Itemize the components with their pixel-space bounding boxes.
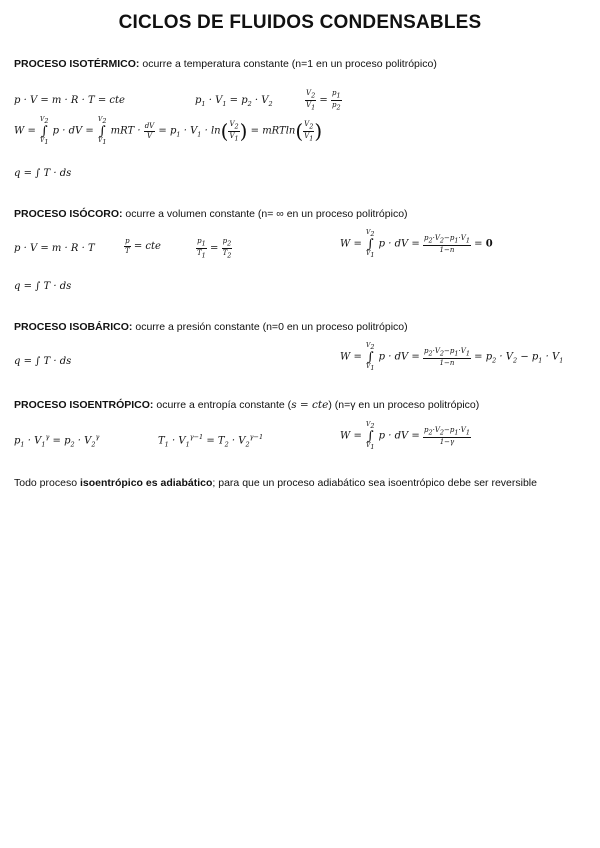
section-isotermico-label: PROCESO ISOTÉRMICO: [14, 58, 140, 70]
section-isocoro-heading [14, 208, 408, 220]
eq-ideal-gas-isothermal: p · V = m · R · T = cte [14, 95, 125, 106]
eq-heat-isobaric: q = ∫ T · ds [14, 356, 72, 367]
section-isoentropico-text-after: ) (n=γ en un proceso politrópico) [328, 399, 480, 411]
note-bold: isoentrópico es adiabático [79, 477, 213, 489]
section-isobarico-text: ocurre a presión constante (n=0 en un proceso politrópico) [132, 321, 408, 333]
eq-work-isobaric: W = $V_2$ ∫ $V_1$ p · dV = $\frac{p_2\cdot V_2-p_1\cdot V_1}{1-n}$ = $p_2 \cdot V_2 - p_1 \cdot V_1$ [340, 342, 564, 372]
section-isocoro-text: ocurre a volumen constante (n= ∞ en un proceso politrópico) [122, 208, 408, 220]
section-isoentropico-text-before: ocurre a entropía constante ( [153, 399, 292, 411]
section-isoentropico-label: PROCESO ISOENTRÓPICO: [14, 399, 154, 411]
eq-volume-pressure-ratio: $\frac{V_2}{V_1}$ = $\frac{p_1}{p_2}$ [306, 89, 341, 112]
eq-ideal-gas-isochoric: p · V = m · R · T [14, 243, 95, 254]
note-after: ; para que un proceso adiabático sea isoentrópico debe ser reversible [212, 477, 537, 489]
eq-work-isentropic: W = $V_2$ ∫ $V_1$ p · dV = $\frac{p_2\cdot V_2-p_1\cdot V_1}{1-\gamma}$ [340, 421, 470, 451]
note-before: Todo proceso [14, 477, 80, 489]
closing-note [14, 477, 537, 489]
page-title: CICLOS DE FLUIDOS CONDENSABLES [118, 12, 482, 33]
section-isobarico-heading [14, 321, 408, 333]
eq-boyle: $p_1 \cdot V_1 = p_2 \cdot V_2$ [195, 95, 273, 108]
section-isoentropico-heading [14, 399, 479, 411]
section-isocoro-label: PROCESO ISÓCORO: [14, 208, 123, 220]
section-isotermico-heading [14, 58, 437, 70]
eq-pressure-temperature-cte: $\frac{p}{T}$ = cte [125, 237, 161, 255]
eq-gay-lussac: $\frac{p_1}{T_1}$ = $\frac{p_2}{T_2}$ [197, 237, 232, 260]
eq-heat-isochoric: q = ∫ T · ds [14, 281, 72, 292]
section-isobarico-label: PROCESO ISOBÁRICO: [14, 321, 133, 333]
section-isoentropico-inline-eq: s = cte [291, 399, 329, 411]
eq-isentropic-pv: $p_1 \cdot V_1^\gamma = p_2 \cdot V_2^\gamma$ [14, 433, 100, 449]
eq-work-isothermal: W = $V_2$ ∫ $V_1$ p · dV = $V_2$ ∫ $V_1$ mRT · $\frac{dV}{V}$ = $p_1 \cdot V_1 \cdot \ln$( $\frac{V_2}{V_1}$ ) = mRTln( $\frac{V_2}{V_1}$ ) [14, 116, 323, 146]
eq-work-isochoric: W = $V_2$ ∫ $V_1$ p · dV = $\frac{p_2\cdot V_2-p_1\cdot V_1}{1-n}$ = 0 [340, 229, 493, 259]
eq-heat-isothermal: q = ∫ T · ds [14, 168, 72, 179]
section-isotermico-text: ocurre a temperatura constante (n=1 en un proceso politrópico) [139, 58, 437, 70]
eq-isentropic-tv: $T_1 \cdot V_1^{\gamma-1} = T_2 \cdot V_2^{\gamma-1}$ [158, 433, 264, 449]
